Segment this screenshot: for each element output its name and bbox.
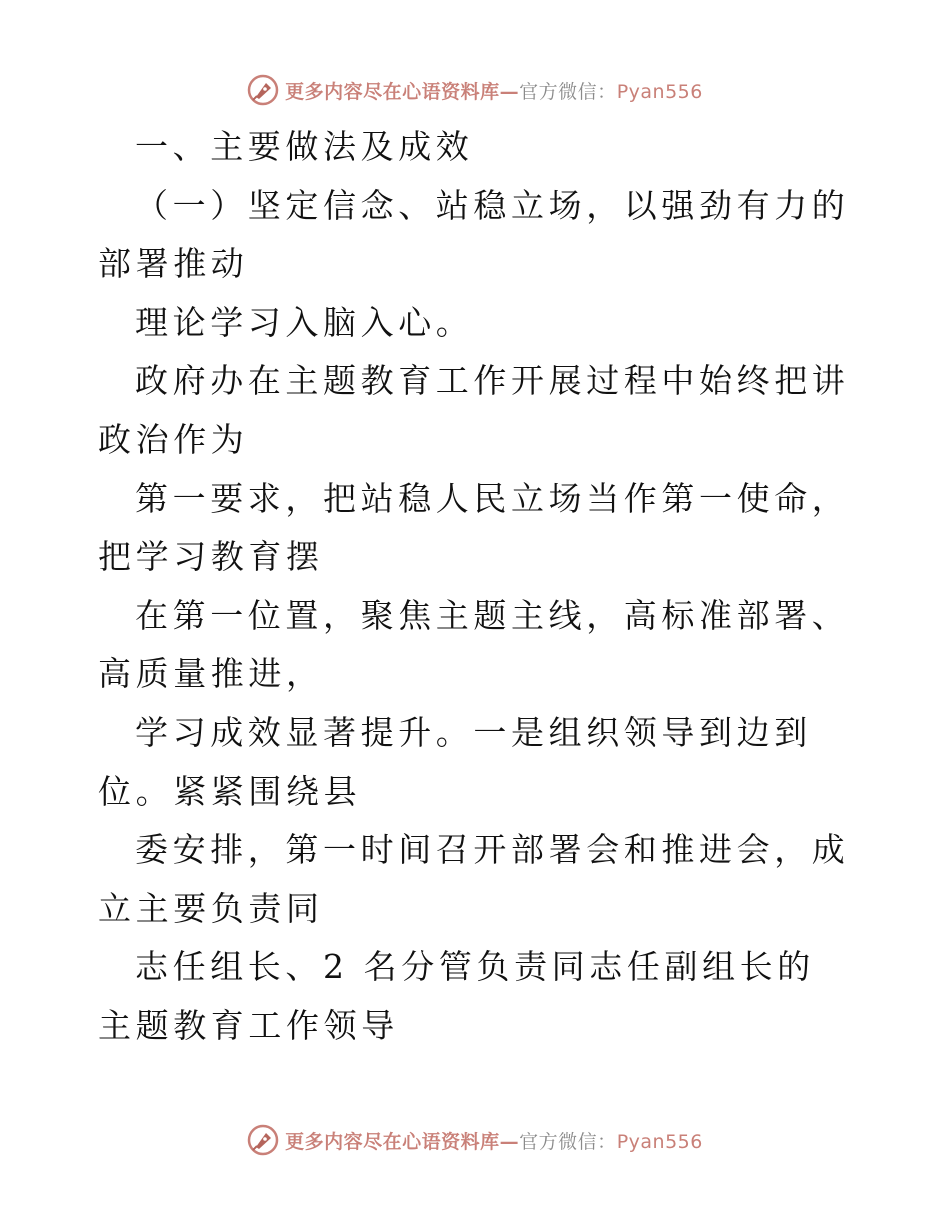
body-paragraph: 理论学习入脑入心。	[135, 302, 474, 342]
body-paragraph: 政府办在主题教育工作开展过程中始终把讲政治作为	[98, 361, 850, 459]
watermark-header	[0, 70, 950, 110]
body-paragraph: 委安排，第一时间召开部署会和推进会，成立主要负责同	[98, 830, 850, 928]
watermark-footer	[0, 1120, 950, 1160]
pen-nib-logo-icon	[247, 1124, 279, 1156]
watermark-dash: —	[499, 80, 520, 103]
pen-nib-logo-icon	[247, 74, 279, 106]
watermark-wechat-id: Pyan556	[616, 80, 703, 103]
section-heading: 一、主要做法及成效	[135, 127, 474, 166]
watermark-wechat-id: Pyan556	[616, 1130, 703, 1153]
watermark-dash: —	[499, 1130, 520, 1153]
body-paragraph: 学习成效显著提升。一是组织领导到边到位。紧紧围绕县	[98, 712, 812, 811]
body-paragraph: 志任组长、2 名分管负责同志任副组长的主题教育工作领导	[98, 947, 815, 1045]
body-paragraph: 在第一位置，聚焦主题主线，高标准部署、高质量推进，	[98, 595, 850, 694]
watermark-official-label: 官方微信：	[519, 80, 617, 103]
body-paragraph: 第一要求，把站稳人民立场当作第一使命，把学习教育摆	[98, 478, 850, 577]
watermark-official-label: 官方微信：	[519, 1130, 617, 1153]
document-body	[98, 118, 852, 1056]
subsection-heading: （一）坚定信念、站稳立场，以强劲有力的部署推动	[98, 185, 850, 284]
watermark-main-text: 更多内容尽在心语资料库	[285, 80, 500, 103]
watermark-main-text: 更多内容尽在心语资料库	[285, 1130, 500, 1153]
